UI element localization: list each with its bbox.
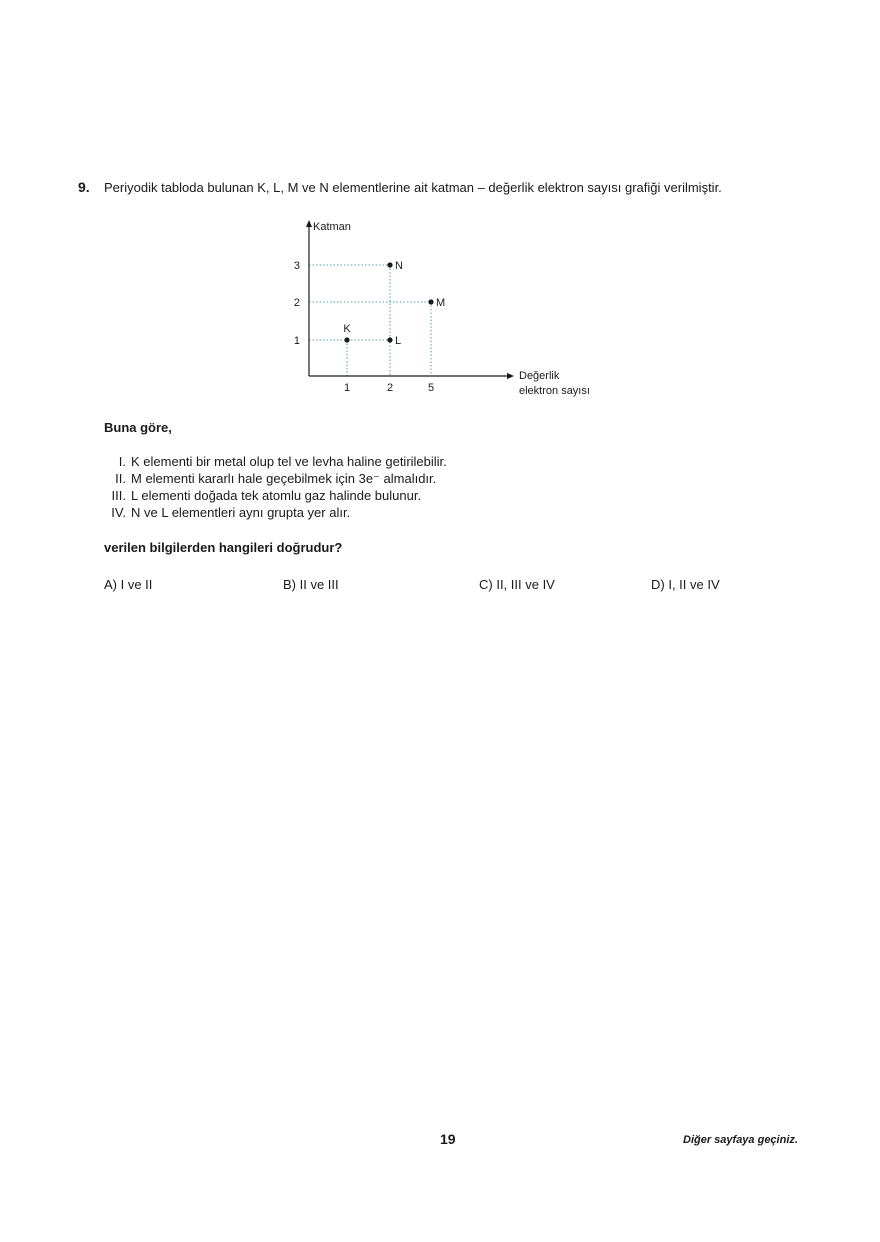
statement-text: N ve L elementleri aynı grupta yer alır.: [131, 505, 351, 520]
option-c[interactable]: C) II, III ve IV: [479, 577, 555, 592]
option-a[interactable]: A) I ve II: [104, 577, 153, 592]
statement-item: [104, 504, 447, 521]
point-label-k: K: [343, 323, 351, 335]
option-d[interactable]: D) I, II ve IV: [651, 577, 720, 592]
data-points: [343, 260, 445, 347]
statement-numeral: IV.: [111, 505, 126, 520]
question-stem: Periyodik tabloda bulunan K, L, M ve N elementlerine ait katman – değerlik elektron sayısı grafiği verilmiştir.: [104, 180, 722, 195]
statement-item: [104, 453, 447, 470]
x-axis-label-line-1: Değerlik: [519, 370, 560, 382]
statement-text: M elementi kararlı hale geçebilmek için 3e⁻ almalıdır.: [131, 471, 437, 486]
point-l: [387, 337, 392, 342]
x-axis-arrow: [507, 373, 514, 379]
question-number: 9.: [78, 179, 90, 195]
point-label-n: N: [395, 260, 403, 272]
point-n: [387, 262, 392, 267]
x-tick-label: 2: [386, 382, 394, 394]
y-tick-label: 3: [293, 260, 300, 272]
statement-item: [104, 487, 447, 504]
point-label-m: M: [436, 297, 446, 309]
point-label-l: L: [395, 335, 402, 347]
tick-labels: [294, 260, 434, 394]
statement-numeral: II.: [115, 471, 126, 486]
statement-numeral: I.: [118, 454, 126, 469]
chart: [270, 212, 630, 412]
y-axis-label: Katman: [313, 221, 351, 233]
question-prompt: verilen bilgilerden hangileri doğrudur?: [104, 540, 343, 555]
statement-text: K elementi bir metal olup tel ve levha haline getirilebilir.: [131, 454, 447, 469]
statement-list: [104, 453, 447, 521]
page-number: 19: [440, 1131, 456, 1147]
x-tick-label: 5: [427, 382, 435, 394]
statement-text: L elementi doğada tek atomlu gaz halinde bulunur.: [131, 488, 422, 503]
x-tick-label: 1: [343, 382, 351, 394]
question-intro: Buna göre,: [104, 420, 172, 435]
y-tick-label: 1: [293, 335, 300, 347]
y-tick-label: 2: [293, 297, 300, 309]
point-k: [344, 337, 349, 342]
next-page-note: Diğer sayfaya geçiniz.: [683, 1134, 798, 1146]
option-b[interactable]: B) II ve III: [283, 577, 339, 592]
guide-lines: [309, 265, 431, 376]
point-m: [428, 299, 433, 304]
x-axis-label-line-2: elektron sayısı: [519, 385, 590, 397]
statement-item: [104, 470, 447, 487]
y-axis-arrow: [306, 220, 312, 227]
statement-numeral: III.: [111, 488, 126, 503]
